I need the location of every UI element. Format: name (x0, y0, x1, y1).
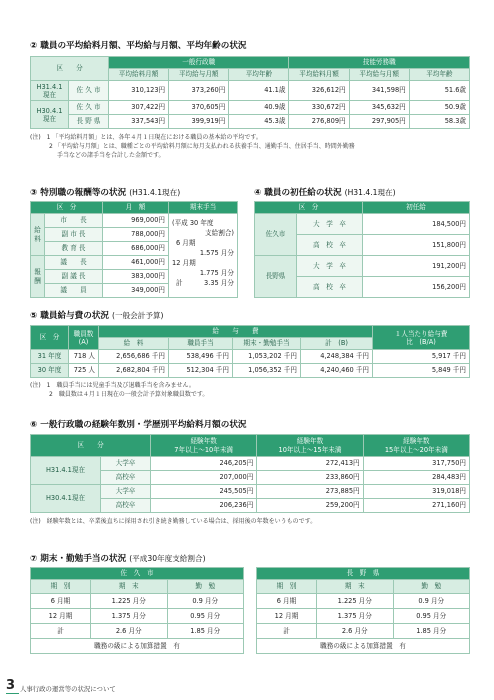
cell: 370,605円 (169, 101, 229, 115)
education: 大 学 卒 (297, 256, 363, 277)
cell: 345,632円 (349, 101, 409, 115)
cell: 1.225 月分 (317, 594, 394, 609)
amount: 788,000円 (103, 228, 169, 242)
col-header: 平均給料月額 (289, 69, 349, 81)
row-date: H30.4.1現在 (31, 485, 101, 513)
header-general: 一般行政職 (109, 57, 289, 69)
amount: 969,000円 (103, 214, 169, 228)
cell: 1.85 月分 (393, 624, 470, 639)
header-kubun: 区 分 (31, 57, 109, 81)
cell: 373,260円 (169, 81, 229, 101)
col-header: 経験年数 7年以上～10年未満 (151, 435, 257, 457)
cell: 245,505円 (151, 485, 257, 499)
row-year: 30 年度 (31, 364, 69, 378)
cell: 51.6歳 (409, 81, 469, 101)
cell: 1,056,352 千円 (233, 364, 301, 378)
col-header: 給 料 (99, 338, 169, 350)
special-posts-table (30, 201, 238, 298)
cell: 207,000円 (151, 471, 257, 485)
cell: 326,612円 (289, 81, 349, 101)
cell: 512,304 千円 (169, 364, 233, 378)
header-per-person: １人当たり給与費 比 (B/A) (373, 326, 470, 350)
header-kubun: 区 分 (31, 326, 69, 350)
section-special-posts (30, 187, 238, 298)
col-header: 経験年数 15年以上～20年未満 (363, 435, 469, 457)
cell: 計 (257, 624, 317, 639)
amount: 191,200円 (363, 256, 470, 277)
kasan-cell: 職務の級による加算措置 有 (257, 639, 470, 654)
row-date: H31.4.1現在 (31, 457, 101, 485)
header-bonus: 期末手当 (169, 202, 238, 214)
education: 大学卒 (101, 457, 151, 471)
title-sub: (一般会計予算) (112, 311, 164, 320)
col-header: 平均年齢 (409, 69, 469, 81)
cell: 0.95 月分 (393, 609, 470, 624)
cell: 206,236円 (151, 499, 257, 513)
col-header: 期 末 (317, 580, 394, 594)
note-2: 2 職員数は４月１日現在の一般会計予算対象職員数です。 (49, 391, 209, 398)
cell: 1.375 月分 (91, 609, 168, 624)
cell: 310,123円 (109, 81, 169, 101)
bonus-table-saku (30, 567, 244, 654)
bonus-line: 6 月期 (176, 239, 196, 247)
cell: 4,248,384 千円 (301, 350, 373, 364)
col-header: 期 別 (257, 580, 317, 594)
bonus-line: 支給割合) (205, 229, 234, 237)
cell: 233,860円 (257, 471, 363, 485)
note-1: (注) 1 「平均給料月額」とは、各年４月１日現在における職員の基本給の平均です。 (30, 134, 262, 141)
bonus-line: (平成 30 年度 (172, 219, 214, 227)
col-header: 平均給与月額 (169, 69, 229, 81)
col-header: 勤 勉 (167, 580, 244, 594)
amount: 151,800円 (363, 235, 470, 256)
section-experience-salary (30, 419, 470, 526)
education: 大 学 卒 (297, 214, 363, 235)
bonus-line: 1.775 月分 (199, 269, 234, 277)
group-salary: 給料 (31, 214, 45, 256)
cell: 319,018円 (363, 485, 469, 499)
row-place: 長 野 県 (69, 115, 109, 129)
header-monthly: 月 額 (103, 202, 169, 214)
cell: 41.1歳 (229, 81, 289, 101)
post: 市 長 (45, 214, 103, 228)
note-1: (注) 1 職員手当には児童手当及び退職手当を含みません。 (30, 382, 195, 389)
cell: 計 (31, 624, 91, 639)
col-header: 職員手当 (169, 338, 233, 350)
average-salary-table (30, 56, 470, 129)
education: 高校卒 (101, 471, 151, 485)
cell: 12 月期 (257, 609, 317, 624)
bonus-total (172, 278, 234, 288)
header-kubun: 区 分 (31, 435, 151, 457)
cell: 399,919円 (169, 115, 229, 129)
amount: 349,000円 (103, 284, 169, 298)
note-2: 2 「平均給与月額」とは、職種ごとの平均給料月額に毎月支払われる扶養手当、通勤手当、住居手当、時間外勤務 (49, 143, 355, 150)
note-3: 手当などの諸手当を合計した金額です。 (57, 152, 165, 159)
section-starting-salary (254, 187, 470, 298)
title-sub: (平成30年度支給割合) (129, 554, 206, 563)
note: (注) 経験年数とは、卒業後直ちに採用され引き続き勤務している場合は、採用後の年数をいうものです。 (30, 518, 317, 525)
header-count: 職員数 (A) (69, 326, 99, 350)
group-remuneration: 報酬 (31, 256, 45, 298)
col-header: 勤 勉 (393, 580, 470, 594)
title-text: ⑤ 職員給与費の状況 (30, 311, 110, 321)
education: 高 校 卒 (297, 235, 363, 256)
header-saku: 佐 久 市 (31, 568, 244, 580)
cell: 50.9歳 (409, 101, 469, 115)
amount: 184,500円 (363, 214, 470, 235)
bonus-line: 計 (176, 279, 183, 287)
cell: 272,413円 (257, 457, 363, 471)
post: 教 育 長 (45, 242, 103, 256)
cell: 2.6 月分 (91, 624, 168, 639)
row-place: 佐 久 市 (69, 81, 109, 101)
col-header: 平均年齢 (229, 69, 289, 81)
header-starting: 初任給 (363, 202, 470, 214)
cell: 718 人 (69, 350, 99, 364)
section-title (30, 187, 238, 199)
cell: 307,422円 (109, 101, 169, 115)
header-payroll: 給 与 費 (99, 326, 373, 338)
education: 高校卒 (101, 499, 151, 513)
header-kubun: 区 分 (255, 202, 363, 214)
education: 大学卒 (101, 485, 151, 499)
cell: 538,496 千円 (169, 350, 233, 364)
cell: 4,240,460 千円 (301, 364, 373, 378)
cell: 297,905円 (349, 115, 409, 129)
education: 高 校 卒 (297, 277, 363, 298)
cell: 1.225 月分 (91, 594, 168, 609)
cell: 12 月期 (31, 609, 91, 624)
cell: 330,672円 (289, 101, 349, 115)
cell: 1.375 月分 (317, 609, 394, 624)
section-title (254, 187, 470, 199)
cell: 1,053,202 千円 (233, 350, 301, 364)
row-year: 31 年度 (31, 350, 69, 364)
section-title: ② 職員の平均給料月額、平均給与月額、平均年齢の状況 (30, 41, 247, 51)
cell: 341,598円 (349, 81, 409, 101)
col-header: 経験年数 10年以上～15年未満 (257, 435, 363, 457)
title-text: ④ 職員の初任給の状況 (254, 188, 342, 198)
title-sub: (H31.4.1現在) (344, 188, 396, 197)
section-title (30, 553, 470, 565)
cell: 284,483円 (363, 471, 469, 485)
title-sub: (H31.4.1現在) (129, 188, 181, 197)
col-header: 計 (B) (301, 338, 373, 350)
experience-salary-table (30, 434, 470, 513)
bonus-line: 12 月期 (172, 259, 196, 267)
col-header: 期 末 (91, 580, 168, 594)
post: 議 長 (45, 256, 103, 270)
post: 副 市 長 (45, 228, 103, 242)
cell: 40.9歳 (229, 101, 289, 115)
col-header: 平均給与月額 (349, 69, 409, 81)
cell: 5,917 千円 (373, 350, 470, 364)
bonus-table-nagano (256, 567, 470, 654)
cell: 317,750円 (363, 457, 469, 471)
bonus-line: 1.575 月分 (199, 249, 234, 257)
header-kubun: 区 分 (31, 202, 103, 214)
cell: 5,849 千円 (373, 364, 470, 378)
kasan-cell: 職務の級による加算措置 有 (31, 639, 244, 654)
cell: 273,885円 (257, 485, 363, 499)
amount: 383,000円 (103, 270, 169, 284)
bonus-line: 3.35 月分 (204, 279, 234, 287)
title-text: ③ 特別職の報酬等の状況 (30, 188, 127, 198)
col-header: 期 別 (31, 580, 91, 594)
payroll-table (30, 325, 470, 378)
header-skilled: 技能労務職 (289, 57, 470, 69)
section-average-salary (30, 40, 470, 160)
row-date: H31.4.1 現在 (31, 81, 69, 101)
page-footer (6, 680, 488, 694)
cell: 337,543円 (109, 115, 169, 129)
cell: 2.6 月分 (317, 624, 394, 639)
col-header: 期末・勤勉手当 (233, 338, 301, 350)
row-date: H30.4.1 現在 (31, 101, 69, 129)
cell: 58.3歳 (409, 115, 469, 129)
starting-salary-table (254, 201, 470, 298)
post: 副 議 長 (45, 270, 103, 284)
cell: 2,656,686 千円 (99, 350, 169, 364)
section-payroll (30, 310, 470, 399)
section-title: ⑥ 一般行政職の経験年数別・学歴別平均給料月額の状況 (30, 420, 247, 430)
cell: 1.85 月分 (167, 624, 244, 639)
title-text: ⑦ 期末・勤勉手当の状況 (30, 554, 127, 564)
cell: 6 月期 (31, 594, 91, 609)
post: 議 員 (45, 284, 103, 298)
cell: 725 人 (69, 364, 99, 378)
cell: 271,160円 (363, 499, 469, 513)
cell: 246,205円 (151, 457, 257, 471)
section-bonus (30, 553, 470, 654)
col-header: 平均給料月額 (109, 69, 169, 81)
cell: 2,682,804 千円 (99, 364, 169, 378)
header-nagano: 長 野 県 (257, 568, 470, 580)
cell: 0.95 月分 (167, 609, 244, 624)
footer-text: 人事行政の運営等の状況について (20, 685, 116, 693)
cell: 6 月期 (257, 594, 317, 609)
cell: 45.3歳 (229, 115, 289, 129)
row-place: 佐 久 市 (69, 101, 109, 115)
amount: 156,200円 (363, 277, 470, 298)
amount: 461,000円 (103, 256, 169, 270)
cell: 259,200円 (257, 499, 363, 513)
cell: 0.9 月分 (167, 594, 244, 609)
page-number: 3 (6, 678, 19, 694)
section-title (30, 310, 470, 322)
bonus-cell (169, 214, 238, 298)
cell: 0.9 月分 (393, 594, 470, 609)
amount: 686,000円 (103, 242, 169, 256)
group-saku: 佐久市 (255, 214, 297, 256)
cell: 276,809円 (289, 115, 349, 129)
group-nagano: 長野県 (255, 256, 297, 298)
